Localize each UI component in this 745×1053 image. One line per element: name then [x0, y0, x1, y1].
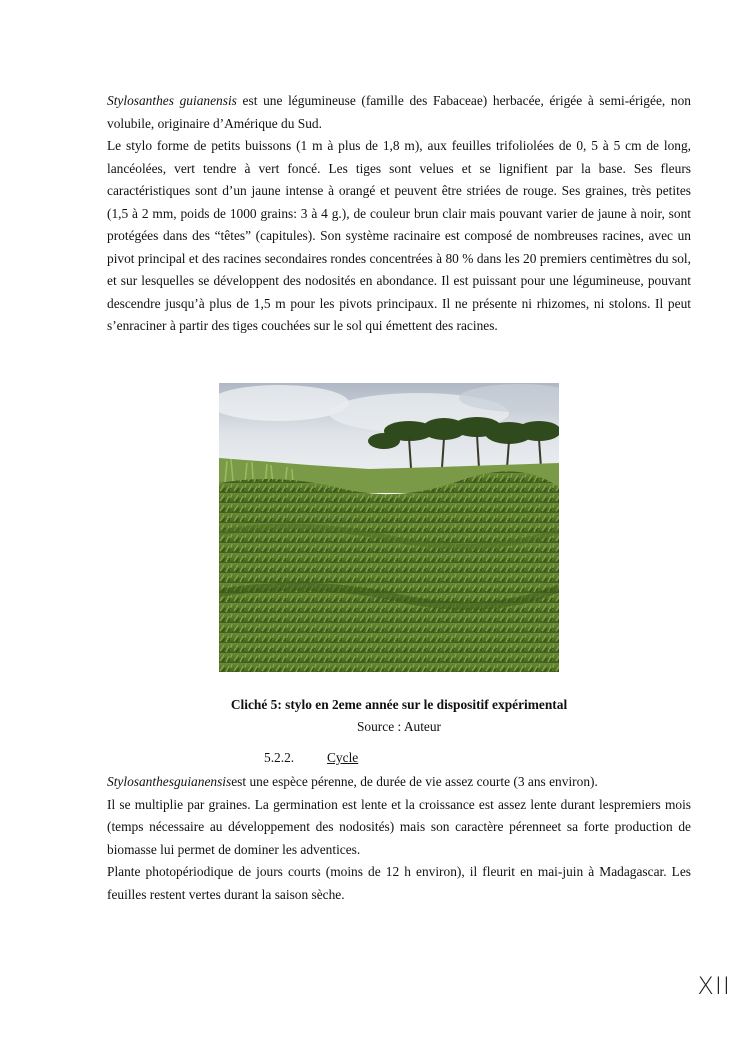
intro-paragraph-1	[107, 90, 691, 135]
section-title: Cycle	[327, 750, 359, 765]
figure-caption: Cliché 5: stylo en 2eme année sur le dispositif expérimental	[230, 697, 568, 712]
cycle-species-name: Stylosanthesguianensis	[107, 774, 232, 789]
page-number: XII	[697, 972, 731, 1000]
figure-source: Source : Auteur	[356, 719, 442, 734]
cycle-paragraph-2: Il se multiplie par graines. La germination est lente et la croissance est assez lente durant lespremiers mois (temps nécessaire au développement des nodosités) mais son caractère pérenneet sa forte production de biomasse lui permet de dominer les adventices.	[107, 796, 691, 857]
cycle-line-1-text: est une espèce pérenne, de durée de vie assez courte (3 ans environ).	[231, 774, 598, 789]
species-name: Stylosanthes guianensis	[107, 93, 237, 108]
cycle-paragraph-3: Plante photopériodique de jours courts (moins de 12 h environ), il fleurit en mai-juin à Madagascar. Les feuilles restent vertes durant la saison sèche.	[107, 864, 691, 902]
section-heading	[264, 748, 358, 768]
field-photo	[219, 383, 559, 672]
cycle-paragraph-1	[107, 771, 691, 794]
intro-text	[107, 90, 691, 338]
intro-paragraph-2: Le stylo forme de petits buissons (1 m à plus de 1,8 m), aux feuilles trifoliolées de 0, 5 à 5 cm de long, lancéolées, vert tendre à vert foncé. Les tiges sont velues et se lignifient par la base. Ses fleurs caractéristiques sont d’un jaune intense à orangé et peuvent être striées de rouge. Ses graines, très petites (1,5 à 2 mm, poids de 1000 grains: 3 à 4 g.), de couleur brun clair mais pouvant varier de jaune à noir, sont protégées dans des “têtes” (capitules). Son système racinaire est composé de nombreuses racines, avec un pivot principal et des racines secondaires rondes concentrées à 80 % dans les 20 premiers centimètres du sol, et sur lesquelles se développent des nodosités en abondance. Il est puissant pour une légumineuse, pouvant descendre jusqu’à plus de 1,5 m pour les pivots principaux. Il ne présente ni rhizomes, ni stolons. Il peut s’enraciner à partir des tiges couchées sur le sol qui émettent des racines.	[107, 138, 691, 333]
cycle-text	[107, 771, 691, 906]
section-number: 5.2.2.	[264, 750, 295, 765]
intro-line-1-text: est une légumineuse (famille des Fabaceae) herbacée, érigée à semi-érigée, non volubile, originaire d’Amérique du Sud.	[107, 93, 691, 131]
